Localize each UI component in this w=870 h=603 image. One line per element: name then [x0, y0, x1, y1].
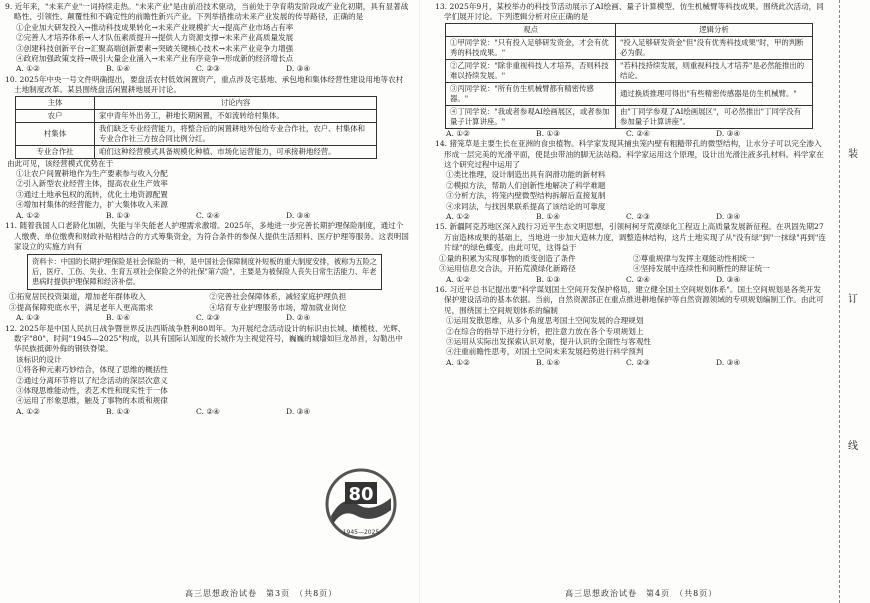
q11-stem: 11. 随着我国人口老龄化加剧，失能与半失能老人护理需求激增。2025年，多地进一步完善长期护理保险制度，通过个人缴费、单位缴费和财政补贴相结合的方式筹集资金，为符合条件的参保人提供生活照料、医疗护理等服务。这表明国家设立的实施方向有 — [5, 221, 409, 251]
question-11 — [5, 221, 410, 323]
q14-choice-c: C. ②③ — [626, 212, 650, 222]
question-14 — [435, 139, 827, 222]
q14-choices — [435, 212, 827, 222]
q11-choice-a: A. ①③ — [16, 313, 40, 323]
question-13 — [435, 2, 827, 139]
logo-number: 80 — [348, 484, 374, 505]
table-cell: 由"丁同学参观了AI绘画展区"，可必然推出"丁同学没有参加量子计算讲座"。 — [615, 105, 812, 128]
q13-choice-b: B. ①③ — [536, 128, 561, 138]
q10-option-2: ②引入新型农业经营主体，提高农业生产效率 — [16, 179, 168, 189]
q12-option-1: ①将各种元素巧妙结合，体现了思维的概括性 — [16, 365, 168, 375]
table-cell: 专业合作社 — [16, 145, 95, 158]
q14-choice-d: D. ③④ — [716, 212, 741, 222]
page-4 — [435, 2, 827, 588]
q10-choice-a: A. ①② — [16, 210, 40, 220]
q11-option-4: ④培育专业护理服务市场，增加就业岗位 — [209, 302, 347, 312]
question-10 — [5, 75, 410, 221]
q12-choice-d: D. ③④ — [286, 406, 311, 416]
q16-choice-a: A. ①② — [446, 357, 470, 367]
q16-choice-d: D. ③④ — [716, 357, 741, 367]
q12-option-2: ②通过分离环节将以了纪念活动的深层次意义 — [16, 375, 168, 385]
q10-choice-d: D. ③④ — [286, 210, 311, 220]
q10-table-header-content: 讨论内容 — [95, 96, 377, 109]
q14-choice-a: A. ①② — [446, 212, 470, 222]
q13-choice-d: D. ③④ — [716, 128, 741, 138]
q13-stem: 13. 2025年9月，某校举办的科技节活动展示了AI绘画、量子计算模型、仿生机械臂等科技成果。围绕此次活动，同学们展开讨论。下列逻辑分析对应正确的是 — [435, 2, 824, 22]
q9-option-2: ②完善人才培养体系→人才队伍素质提升→提供人力资源支撑→未来产业高质量发展 — [16, 33, 294, 43]
binding-margin — [839, 0, 866, 603]
table-row — [16, 145, 377, 158]
q11-material-card: 资料卡：中国的长期护理保险是社会保险的一种，是中国社会保障制度补短板的重大制度安排，被称为五险之后，医疗、工伤、失业、生育五项社会保险之外的社保"第六险"，主要是为被保险人丧失日常生活能力、年老患病时提供护理保障和经济补偿。 — [27, 254, 382, 290]
binding-mark-xian: 线 — [848, 441, 858, 452]
q10-table-header-subject: 主体 — [16, 96, 95, 109]
page-divider — [419, 0, 420, 603]
page-3 — [5, 2, 410, 588]
q10-option-4: ④增加村集体的经营能力，扩大集体收入来源 — [16, 200, 168, 210]
table-row — [16, 122, 377, 145]
q16-option-4: ④注重前瞻性思考，对国土空间未来发展趋势进行科学预判 — [446, 347, 644, 357]
binding-mark-ding: 订 — [848, 294, 858, 305]
q15-choice-a: A. ①② — [446, 274, 470, 284]
q15-option-4: ④坚持发展中连续性和间断性的辩证统一 — [633, 264, 770, 274]
table-cell: 我们缺乏专业经营能力，将整合后的闲置耕地外包给专业合作社，农户、村集体和专业合作社三方按合同比例分红。 — [95, 122, 377, 145]
q12-option-4: ④运用了形象思维，触及了事物的本质和规律 — [16, 396, 168, 406]
table-row — [16, 109, 377, 122]
table-cell: 家中青年外出务工，耕地长期闲置，不如流转给村集体。 — [95, 109, 377, 122]
q10-choices — [5, 211, 410, 221]
commemoration-logo — [323, 464, 399, 544]
table-cell: 农户 — [16, 109, 95, 122]
q13-choice-a: A. ①② — [446, 128, 470, 138]
q15-choices — [435, 275, 827, 285]
q9-choice-a: A. ①② — [16, 64, 40, 74]
q11-option-3: ③提高保障兜底水平，满足老年人更高需求 — [9, 302, 154, 312]
q10-stem: 10. 2025年中央一号文件明确提出，要盘活农村低效闲置资产，重点涉及宅基地、承包地和集体经营性建设用地等农村土地制度改革。某县围绕盘活闲置耕地展开讨论。 — [5, 74, 404, 95]
q15-stem: 15. 新疆阿克苏地区深入践行习近平生态文明思想，引领柯柯牙荒漠绿化工程迈上高质量发展新征程。在巩固先期27万亩造林成果的基础上，当地进一步加大造林力度，调整造林结构，这片土地实现了从"没有绿"到"一抹绿"再到"连片绿"的绿色蝶变。由此可见，这得益于 — [435, 222, 826, 253]
q13-table — [445, 23, 813, 129]
q11-choices — [5, 313, 410, 323]
q10-choice-b: B. ①③ — [106, 210, 131, 220]
q12-choice-a: A. ①② — [16, 406, 40, 416]
q11-choice-d: D. ②④ — [286, 313, 311, 323]
q9-choices — [5, 64, 410, 74]
q9-option-3: ③创建科技创新平台→汇聚高端创新要素→突破关键核心技术→未来产业竞争力增强 — [16, 43, 294, 53]
q16-stem: 16. 习近平总书记提出要"科学谋划国土空间开发保护格局，建立健全国土空间规划体系"。国土空间规划是各类开发保护建设活动的基本依据。当前，自然资源部正在重点推进耕地保护等自然资源领域的专项规划编制工作。由此可见，围绕国土空间规划体系的编制 — [435, 284, 824, 315]
table-cell: ②乙同学说："除非重视科技人才培养，否则科技难以持续发展。" — [446, 59, 616, 82]
table-cell: ③丙同学说："所有仿生机械臂都有精密传感器。" — [446, 82, 616, 105]
question-16 — [435, 285, 827, 368]
q11-options — [5, 292, 410, 313]
q16-option-3: ③运用从实际出发探索认识对象，提升认识的全面性与客观性 — [446, 336, 652, 346]
q15-option-1: ①量的积累为实现事物的质变创造了条件 — [439, 253, 576, 263]
q11-option-1: ①拓宽居民投资渠道，增加老年群体收入 — [9, 292, 146, 302]
footer-page-4: 高三思想政治试卷 第4页 （共8页） — [565, 588, 718, 598]
q12-stem: 12. 2025年是中国人民抗日战争暨世界反法西斯战争胜利80周年。为开展纪念活动设计的标识由长城、橄榄枝、光辉、数字"80"、时间"1945—2025"构成，以具有国际认知度的长城作为主视觉符号，巍巍的城墙如巨龙昂首，勾勒出中华民族抵御外侮的钢铁脊梁。 — [5, 323, 406, 354]
q15-choice-d: D. ③④ — [716, 274, 741, 284]
q9-choice-b: B. ①④ — [106, 64, 131, 74]
q15-options — [435, 254, 827, 275]
q14-stem: 14. 猪笼草是主要生长在亚洲的食虫植物。科学家发现其捕虫笼内壁有粗糙带孔的微型结构，让水分子可以完全渗入形成一层完美的光滑平面，使昆虫带油的脚无法站稳。科学家运用这个原理，设计出光滑注液多孔材料。科学家在这个研究过程中运用了 — [435, 139, 824, 170]
q12-option-3: ③体现思维能动性，表艺术性和现实性于一体 — [16, 385, 168, 395]
binding-mark-zhuang: 装 — [848, 149, 858, 160]
q10-question: 由此可见，该经营模式优势在于 — [7, 158, 114, 168]
q15-option-2: ②尊重规律与发挥主观能动性相统一 — [633, 253, 755, 263]
table-cell: ①甲同学说："只有投入足够研发资金，才会有优秀的科技成果。" — [446, 36, 616, 59]
table-cell: 咱们这种经营模式具备规模化种植、市场化运营能力，可承接耕地经营。 — [95, 145, 377, 158]
q12-choice-c: C. ②④ — [196, 406, 220, 416]
question-9 — [5, 2, 410, 75]
question-12 — [5, 324, 410, 418]
q14-option-4: ④求同法，与找因果联系提高了该结论的可靠度 — [446, 201, 606, 211]
q9-stem: 9. 近年来，"未来产业"一词持续走热。"未来产业"是由前沿技术驱动，当前处于孕育萌发阶段或产业化初期，具有显著战略性、引领性、颠覆性和不确定性的前瞻性新兴产业。下列举措推动未来产业发展的传导路径，正确的是 — [5, 2, 409, 22]
q9-choice-c: C. ②③ — [196, 64, 220, 74]
q10-option-3: ③通过土地承包权的流转，优化土地资源配置 — [16, 189, 168, 199]
table-row — [446, 105, 813, 128]
q15-choice-c: C. ②④ — [626, 274, 650, 284]
q11-option-2: ②完善社会保障体系，减轻家庭护理负担 — [209, 292, 347, 302]
table-cell: ④丁同学说："我或者参观AI绘画展区，或者参加量子计算讲座。" — [446, 105, 616, 128]
q16-choice-c: C. ②③ — [626, 357, 650, 367]
q13-table-header-analysis: 逻辑分析 — [615, 23, 812, 36]
q10-choice-c: C. ②④ — [196, 210, 220, 220]
q12-question: 该标识的设计 — [16, 354, 62, 364]
q10-option-1: ①让农户间置耕地作为生产要素参与收入分配 — [16, 169, 168, 179]
q13-table-header-view: 观点 — [446, 23, 616, 36]
q12-choices — [5, 407, 410, 417]
table-cell: "若科技持续发展，则重视科技人才培养"是必然能推出的结论。 — [615, 59, 812, 82]
q13-choices — [435, 129, 827, 139]
q14-choice-b: B. ①④ — [536, 212, 561, 222]
table-row — [446, 36, 813, 59]
q13-choice-c: C. ②④ — [626, 128, 650, 138]
table-row — [446, 59, 813, 82]
table-row — [446, 82, 813, 105]
q15-option-3: ③运用信息交合法，开拓荒漠绿化新路径 — [439, 264, 576, 274]
logo-years: 1945—2025 — [342, 529, 380, 536]
q16-option-1: ①运用发散思维，从多个角度思考国土空间发展的合理规划 — [446, 316, 644, 326]
q15-choice-b: B. ①③ — [536, 274, 561, 284]
question-15 — [435, 222, 827, 284]
q16-choice-b: B. ①④ — [536, 357, 561, 367]
table-cell: 村集体 — [16, 122, 95, 145]
q16-option-2: ②在综合的指导下进行分析，把注意力放在各个专项规划上 — [446, 326, 644, 336]
q11-choice-c: C. ②③ — [196, 313, 220, 323]
q16-choices — [435, 358, 827, 368]
q9-option-1: ①企业加大研发投入→推动科技成果转化→未来产业规模扩大→提高产业市场占有率 — [16, 22, 294, 32]
q11-choice-b: B. ①④ — [106, 313, 131, 323]
q14-option-1: ①类比推理，设计制造出具有润滑功能的新材料 — [446, 170, 606, 180]
q12-choice-b: B. ①③ — [106, 406, 131, 416]
q14-option-2: ②模拟方法，帮助人们创新性地解决了科学难题 — [446, 180, 606, 190]
table-cell: 通过换质推理可得出"有些精密传感器是仿生机械臂。" — [615, 82, 812, 105]
q10-table — [15, 96, 377, 159]
footer-page-3: 高三思想政治试卷 第3页 （共8页） — [185, 588, 338, 598]
q9-choice-d: D. ③④ — [286, 64, 311, 74]
table-cell: "投入足够研发资金"但"没有优秀科技成果"时，甲的判断必为假。 — [615, 36, 812, 59]
q9-option-4: ④政府加强政策支持→吸引大量企业涌入→未来产业有序竞争→形成新的经济增长点 — [16, 54, 294, 64]
q14-option-3: ③分析方法，将笼内壁微型结构拆解后直接复制 — [446, 191, 606, 201]
